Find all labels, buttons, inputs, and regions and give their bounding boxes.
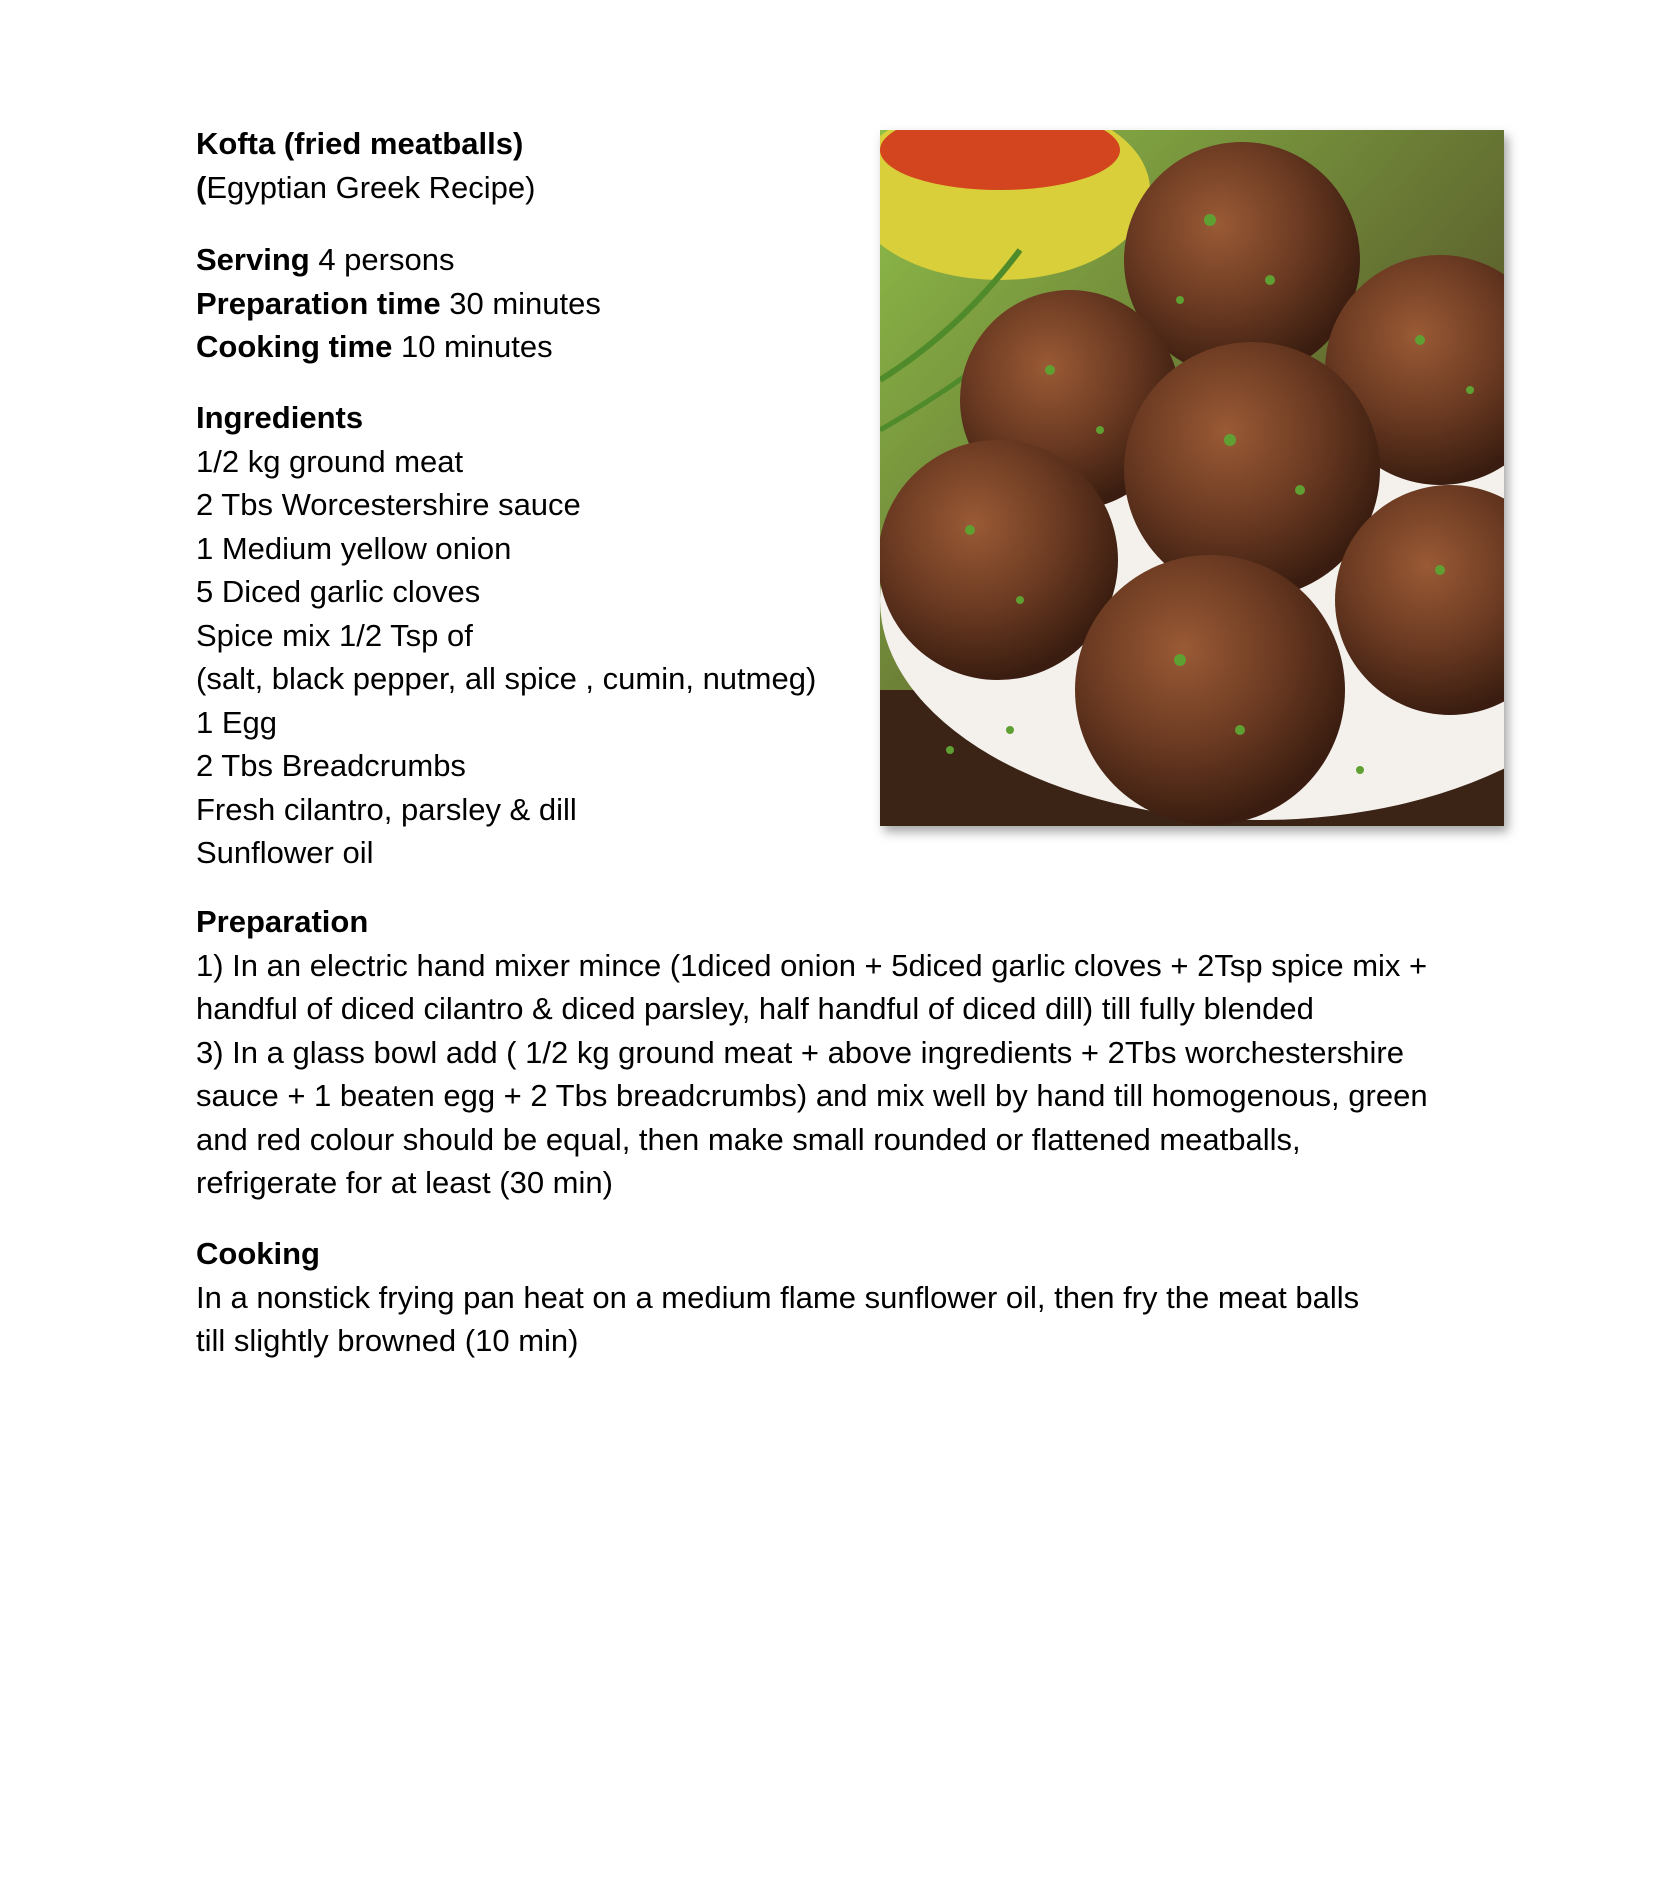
preparation-line: and red colour should be equal, then make small rounded or flattened meatballs, <box>196 1121 1301 1157</box>
meatball <box>1124 342 1380 598</box>
meatball <box>1075 555 1345 825</box>
preparation-heading: Preparation <box>196 904 369 939</box>
cooking-heading: Cooking <box>196 1236 320 1271</box>
subtitle-text: Egyptian Greek Recipe) <box>206 169 536 205</box>
ingredient-item: (salt, black pepper, all spice , cumin, nutmeg) <box>196 661 817 696</box>
preparation-section <box>196 900 1496 1205</box>
meatballs-illustration <box>880 130 1504 826</box>
preparation-line: handful of diced cilantro & diced parsley, half handful of diced dill) till fully blended <box>196 991 1314 1026</box>
preparation-line: sauce + 1 beaten egg + 2 Tbs breadcrumbs) and mix well by hand till homogenous, green <box>196 1078 1428 1113</box>
cook-time-value: 10 minutes <box>392 329 553 364</box>
prep-time-value: 30 minutes <box>440 285 601 321</box>
ingredient-item: 1 Medium yellow onion <box>196 530 512 566</box>
ingredient-item: Spice mix 1/2 Tsp of <box>196 617 473 653</box>
serving-value: 4 persons <box>309 242 455 277</box>
recipe-title: Kofta (fried meatballs) <box>196 126 524 161</box>
ingredient-item: 1/2 kg ground meat <box>196 443 464 479</box>
cooking-section <box>196 1232 1496 1363</box>
ingredient-item: 1 Egg <box>196 704 278 740</box>
cook-time-label: Cooking time <box>196 329 393 364</box>
cooking-line: till slightly browned (10 min) <box>196 1323 579 1358</box>
ingredient-item: 5 Diced garlic cloves <box>196 574 481 609</box>
subtitle-paren: ( <box>196 169 207 205</box>
preparation-line: refrigerate for at least (30 min) <box>196 1165 613 1200</box>
preparation-line: 3) In a glass bowl add ( 1/2 kg ground meat + above ingredients + 2Tbs worchestershire <box>196 1034 1404 1070</box>
preparation-line: 1) In an electric hand mixer mince (1diced onion + 5diced garlic cloves + 2Tsp spice mix + <box>196 947 1428 983</box>
ingredients-heading: Ingredients <box>196 400 364 435</box>
meatballs-photo <box>880 130 1504 826</box>
serving-label: Serving <box>196 242 310 277</box>
meatball <box>880 440 1118 680</box>
ingredient-item: 2 Tbs Worcestershire sauce <box>196 487 581 522</box>
ingredient-item: Fresh cilantro, parsley & dill <box>196 791 577 827</box>
cooking-line: In a nonstick frying pan heat on a medium flame sunflower oil, then fry the meat balls <box>196 1279 1360 1315</box>
prep-time-label: Preparation time <box>196 285 441 321</box>
ingredient-item: 2 Tbs Breadcrumbs <box>196 748 466 783</box>
ingredient-item: Sunflower oil <box>196 835 374 870</box>
